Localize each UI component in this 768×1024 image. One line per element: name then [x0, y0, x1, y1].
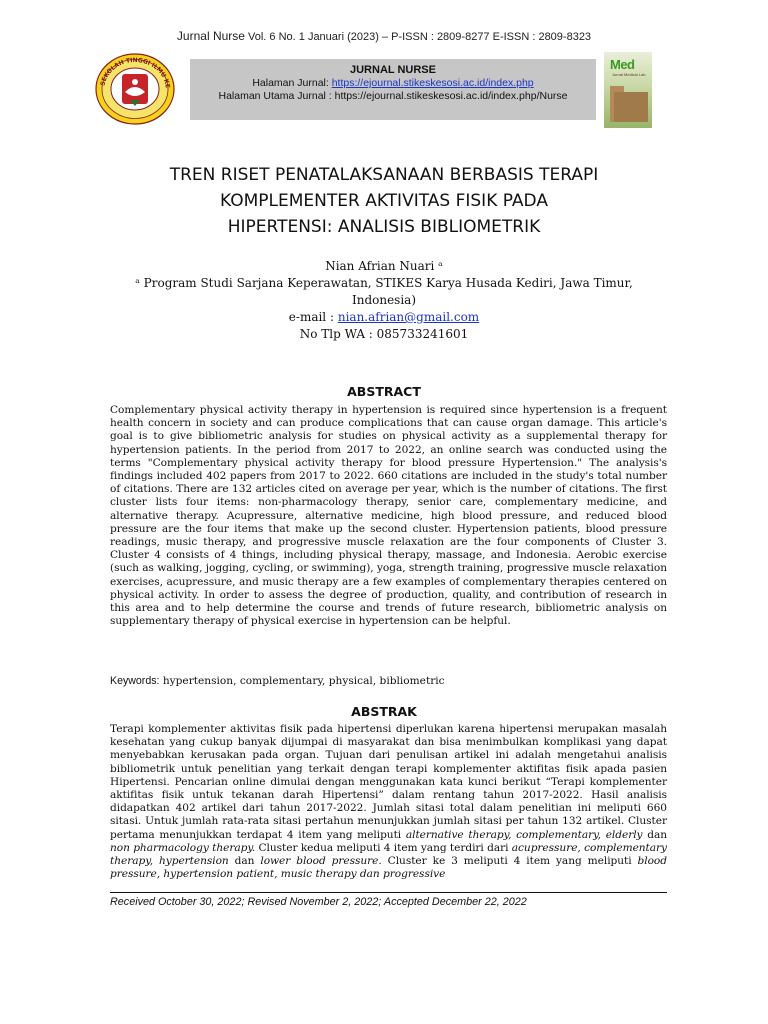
building-shape: [614, 92, 648, 122]
article-title: [100, 162, 668, 240]
journal-page-link[interactable]: https://ejournal.stikeskesosi.ac.id/index.php: [331, 77, 534, 89]
issue-info: Vol. 6 No. 1 Januari (2023) – P-ISSN : 2809-8277 E-ISSN : 2809-8323: [248, 31, 592, 43]
cover-title: Med: [610, 57, 635, 72]
journal-box-title: JURNAL NURSE: [350, 64, 436, 76]
abstract-text: Complementary physical activity therapy in hypertension is required since hypertension is a frequent health concern in society and can produce complications that can cause organ damage. This article's goal is to give bibliometric analysis for studies on physical activity as a supplemental therapy for hypertension patients. In the period from 2017 to 2022, an online search was conducted using the terms "Complementary physical activity therapy for blood pressure Hypertension." The analysis's findings included 402 papers from 2017 to 2022. 660 citations are included in the study's total number of citations. There are 132 articles cited on average per year, which is the number of citations. The first cluster lists four items: non-pharmacology therapy, senior care, complementary medicine, and alternative therapy. Acupressure, alternative medicine, high blood pressure, and reduced blood pressure are the four items that make up the second cluster. Hypertension patients, blood pressure readings, music therapy, and progressive muscle relaxation are the four components of Cluster 3. Cluster 4 consists of 4 things, including physical therapy, massage, and Indonesia. Aerobic exercise (such as walking, jogging, cycling, or swimming), yoga, strength training, progressive muscle relaxation exercises, acupressure, and music therapy are a few examples of complementary therapies centered on physical activity. In order to assess the degree of production, quality, and contribution of research in this area and to help determine the course and trends of future research, bibliometric analysis on supplementary therapy of physical exercise in hypertension can be helpful.: [110, 404, 667, 628]
abstract-heading: ABSTRACT: [347, 384, 421, 399]
running-header: [0, 29, 768, 43]
journal-page-label: Halaman Jurnal:: [252, 77, 329, 89]
abstrak-run: . Cluster ke 3 meliputi 4 item yang meliputi: [378, 855, 638, 868]
keywords-label: Keywords:: [110, 675, 160, 687]
abstrak-italic: lower blood pressure: [260, 855, 379, 868]
email-label: e-mail :: [288, 310, 335, 324]
abstrak-run: dan: [228, 855, 261, 868]
title-line: KOMPLEMENTER AKTIVITAS FISIK PADA: [220, 191, 548, 211]
author-name: Nian Afrian Nuari ᵃ: [325, 259, 443, 273]
abstrak-run: dan: [642, 828, 667, 841]
email-link[interactable]: nian.afrian@gmail.com: [337, 310, 480, 324]
phone-line: No Tlp WA : 085733241601: [299, 327, 469, 341]
abstrak-italic: blood pressure, hypertension patient, music therapy dan progressive: [110, 855, 667, 881]
abstrak-italic: alternative therapy, complementary, elderly: [405, 828, 643, 841]
keywords-line: [110, 675, 667, 688]
journal-info-box: [190, 59, 596, 120]
title-line: HIPERTENSI: ANALISIS BIBLIOMETRIK: [227, 217, 541, 237]
journal-main-url: https://ejournal.stikeskesosi.ac.id/index.php/Nurse: [334, 90, 568, 102]
submission-dates: Received October 30, 2022; Revised November 2, 2022; Accepted December 22, 2022: [110, 896, 527, 908]
seal-text: SEKOLAH TINGGI ILMU KE: [99, 56, 171, 89]
institution-seal-logo: [94, 52, 176, 126]
keywords-value: hypertension, complementary, physical, bibliometric: [159, 675, 445, 687]
abstrak-heading: ABSTRAK: [351, 704, 417, 719]
affiliation-line: Indonesia): [351, 293, 417, 307]
title-line: TREN RISET PENATALAKSANAAN BERBASIS TERAPI: [169, 165, 599, 185]
abstrak-run: Terapi komplementer aktivitas fisik pada hipertensi diperlukan karena hipertensi merupakan masalah kesehatan yang cukup banyak dijumpai di masyarakat dan bisa menimbulkan komplikasi yang dapat menyebabkan kerusakan pada organ. Tujuan dari penulisan artikel ini adalah mengetahui analisis bibliometrik untuk penelitian yang terkait dengan terapi komplementer aktifitas fisik apada pasien Hipertensi. Pencarian online dimulai dengan menggunakan kata kunci berikut “Terapi komplementer aktifitas fisik untuk tekanan darah Hipertensi” dalam rentang tahun 2017-2022. Hasil analisis didapatkan 402 artikel dari tahun 2017-2022. Jumlah sitasi total dalam penelitian ini meliputi 660 sitasi. Untuk jumlah rata-rata sitasi pertahun menunjukkan jumlah sitasi per tahun 132 artikel. Cluster pertama menunjukkan terdapat 4 item yang meliputi: [110, 723, 667, 841]
footer-divider: [110, 892, 667, 893]
affiliation-line: ᵃ Program Studi Sarjana Keperawatan, STIKES Karya Husada Kediri, Jawa Timur,: [135, 276, 633, 290]
abstrak-italic: acupressure, complementary therapy, hypertension: [110, 841, 667, 868]
journal-cover-logo: [604, 52, 652, 128]
journal-page-line: [190, 77, 596, 89]
email-line: [120, 309, 648, 326]
journal-main-line: [190, 90, 596, 102]
abstrak-run: Cluster kedua meliputi 4 item yang terdiri dari: [255, 841, 512, 854]
abstrak-italic: non pharmacology therapy.: [110, 841, 256, 854]
journal-main-label: Halaman Utama Jurnal :: [218, 90, 332, 102]
cover-subtitle: Jurnal Medical Lab: [612, 72, 646, 77]
abstrak-text: [110, 723, 667, 881]
author-block: [120, 258, 648, 343]
journal-name: Jurnal Nurse: [176, 29, 245, 43]
